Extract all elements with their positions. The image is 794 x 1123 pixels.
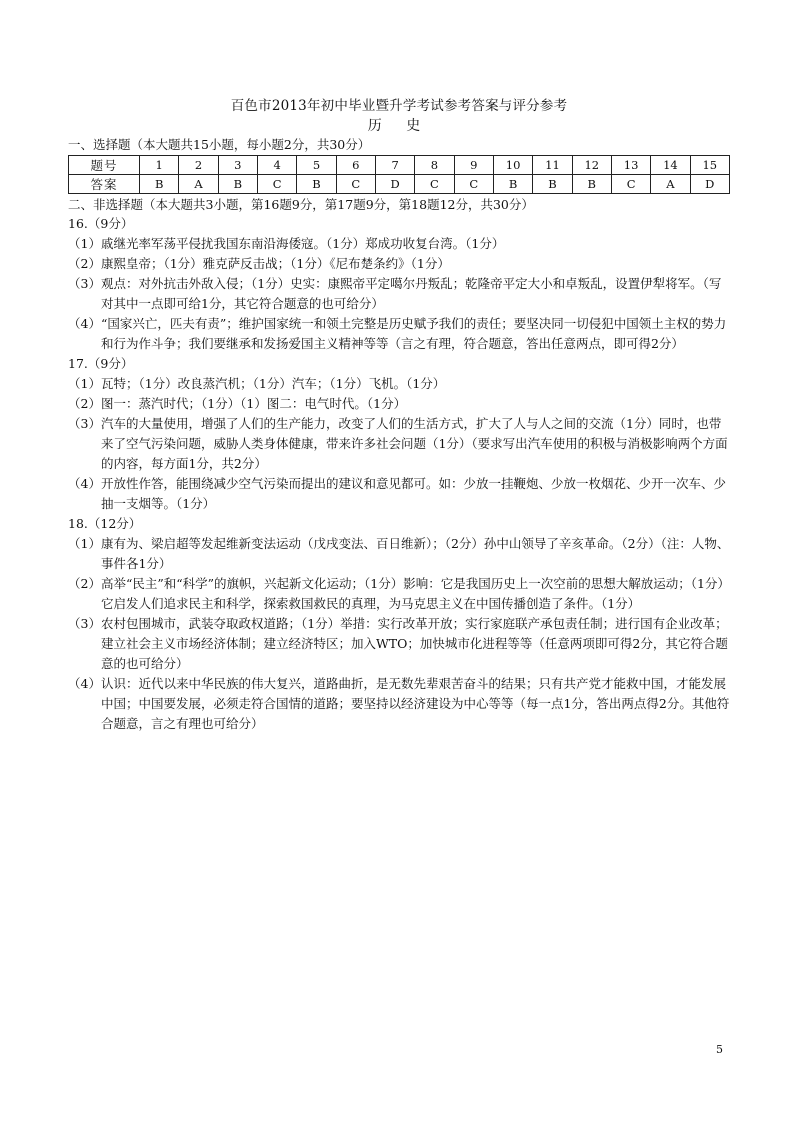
answer-cell: C — [611, 175, 650, 194]
answer-cell: B — [493, 175, 532, 194]
answer-cell: A — [651, 175, 690, 194]
section2-heading: 二、非选择题（本大题共3小题，第16题9分，第17题9分，第18题12分，共30分） — [68, 197, 534, 212]
answer-item-text: 开放性作答，能围绕减少空气污染而提出的建议和意见都可。如：少放一挂鞭炮、少放一枚烟花、少开一次车、少抽一支烟等。（1分） — [100, 476, 726, 511]
question-number-cell: 2 — [179, 156, 218, 175]
question-16-header: 16.（9分） — [68, 216, 134, 231]
answer-item-number: （2） — [68, 396, 101, 411]
answer-item — [68, 314, 730, 354]
answer-item-text: 戚继光率军荡平侵扰我国东南沿海倭寇。（1分）郑成功收复台湾。（1分） — [100, 236, 505, 251]
answer-cell: D — [375, 175, 414, 194]
answer-item-number: （3） — [68, 276, 101, 291]
question-17-items — [68, 374, 730, 514]
question-number-cell: 4 — [257, 156, 296, 175]
answer-item — [68, 394, 730, 414]
question-17-header: 17.（9分） — [68, 356, 134, 371]
answer-cell: C — [415, 175, 454, 194]
answer-item-number: （1） — [68, 236, 101, 251]
answer-cell: B — [572, 175, 611, 194]
answer-item — [68, 254, 730, 274]
answer-item-number: （4） — [68, 676, 101, 691]
answer-cell: B — [533, 175, 572, 194]
answer-item-text: 图一：蒸汽时代；（1分）（1）图二：电气时代。（1分） — [100, 396, 407, 411]
question-16 — [68, 214, 730, 354]
question-18-items — [68, 534, 730, 734]
question-number-cell: 1 — [140, 156, 179, 175]
answer-item-text: 农村包围城市，武装夺取政权道路；（1分）举措：实行改革开放；实行家庭联产承包责任制；进行国有企业改革；建立社会主义市场经济体制；建立经济特区；加入WTO；加快城市化进程等等（任意两项即可得2分，其它符合题意的也可给分） — [100, 616, 728, 671]
answer-item-number: （4） — [68, 476, 101, 491]
answer-item-text: 康有为、梁启超等发起维新变法运动（戊戌变法、百日维新）；（2分）孙中山领导了辛亥革命。（2分）（注：人物、事件各1分） — [100, 536, 730, 571]
answer-item-text: 认识：近代以来中华民族的伟大复兴，道路曲折，是无数先辈艰苦奋斗的结果；只有共产党才能救中国，才能发展中国；中国要发展，必须走符合国情的道路；要坚持以经济建设为中心等等（每一点1分，答出两点得2分。其他符合题意，言之有理也可给分） — [100, 676, 730, 731]
answer-cell: A — [179, 175, 218, 194]
question-number-cell: 14 — [651, 156, 690, 175]
subject-title: 历 史 — [367, 118, 431, 134]
question-number-cell: 10 — [493, 156, 532, 175]
answer-item-text: 高举“民主”和“科学”的旗帜，兴起新文化运动；（1分）影响：它是我国历史上一次空前的思想大解放运动；（1分）它启发人们追求民主和科学，探索救国救民的真理，为马克思主义在中国传播创造了条件。（1分） — [100, 576, 730, 611]
answer-item-number: （1） — [68, 536, 101, 551]
answer-item-number: （4） — [68, 316, 101, 331]
question-number-cell: 5 — [297, 156, 336, 175]
answer-item — [68, 614, 730, 674]
question-16-items — [68, 234, 730, 354]
question-17 — [68, 354, 730, 514]
question-number-cell: 9 — [454, 156, 493, 175]
answer-cell: B — [140, 175, 179, 194]
answer-item — [68, 274, 730, 314]
question-number-cell: 3 — [218, 156, 257, 175]
section1-heading: 一、选择题（本大题共15小题，每小题2分，共30分） — [68, 137, 371, 152]
answer-document — [68, 96, 730, 734]
question-number-cell: 7 — [375, 156, 414, 175]
answer-cell: B — [297, 175, 336, 194]
answer-item — [68, 414, 730, 474]
document-title: 百色市2013年初中毕业暨升学考试参考答案与评分参考 — [230, 98, 568, 114]
question-number-cell: 6 — [336, 156, 375, 175]
answer-cell: D — [690, 175, 729, 194]
answer-item-number: （2） — [68, 256, 101, 271]
answer-item-number: （2） — [68, 576, 101, 591]
answer-item — [68, 574, 730, 614]
answer-item — [68, 234, 730, 254]
answer-item-number: （3） — [68, 616, 101, 631]
question-number-cell: 12 — [572, 156, 611, 175]
answer-item-text: 康熙皇帝；（1分）雅克萨反击战；（1分）《尼布楚条约》（1分） — [100, 256, 450, 271]
question-number-cell: 11 — [533, 156, 572, 175]
answer-item-number: （3） — [68, 416, 101, 431]
answer-item — [68, 674, 730, 734]
answer-cell: C — [257, 175, 296, 194]
question-18 — [68, 514, 730, 734]
answer-item — [68, 534, 730, 574]
page-number: 5 — [716, 1043, 723, 1056]
answer-table — [68, 155, 730, 194]
question-18-header: 18.（12分） — [68, 516, 142, 531]
question-number-cell: 13 — [611, 156, 650, 175]
answer-item-number: （1） — [68, 376, 101, 391]
answer-cell: C — [454, 175, 493, 194]
answer-cell: C — [336, 175, 375, 194]
answer-item-text: “国家兴亡，匹夫有责”；维护国家统一和领土完整是历史赋予我们的责任；要坚决同一切侵犯中国领土主权的势力和行为作斗争；我们要继承和发扬爱国主义精神等等（言之有理，符合题意，答出任意两点，即可得2分） — [100, 316, 727, 351]
row-label-number: 题号 — [69, 156, 140, 175]
answer-item-text: 瓦特；（1分）改良蒸汽机；（1分）汽车；（1分）飞机。（1分） — [100, 376, 446, 391]
row-label-answer: 答案 — [69, 175, 140, 194]
answer-row — [69, 175, 730, 194]
question-number-cell: 8 — [415, 156, 454, 175]
answer-item — [68, 374, 730, 394]
answer-cell: B — [218, 175, 257, 194]
question-number-row — [69, 156, 730, 175]
answer-item-text: 观点：对外抗击外敌入侵；（1分）史实：康熙帝平定噶尔丹叛乱；乾隆帝平定大小和卓叛乱，设置伊犁将军。（写对其中一点即可给1分，其它符合题意的也可给分） — [100, 276, 722, 311]
answer-item — [68, 474, 730, 514]
answer-item-text: 汽车的大量使用，增强了人们的生产能力，改变了人们的生活方式，扩大了人与人之间的交流（1分）同时，也带来了空气污染问题，威胁人类身体健康，带来许多社会问题（1分）（要求写出汽车使用的积极与消极影响两个方面的内容，每方面1分，共2分） — [100, 416, 728, 471]
question-number-cell: 15 — [690, 156, 729, 175]
